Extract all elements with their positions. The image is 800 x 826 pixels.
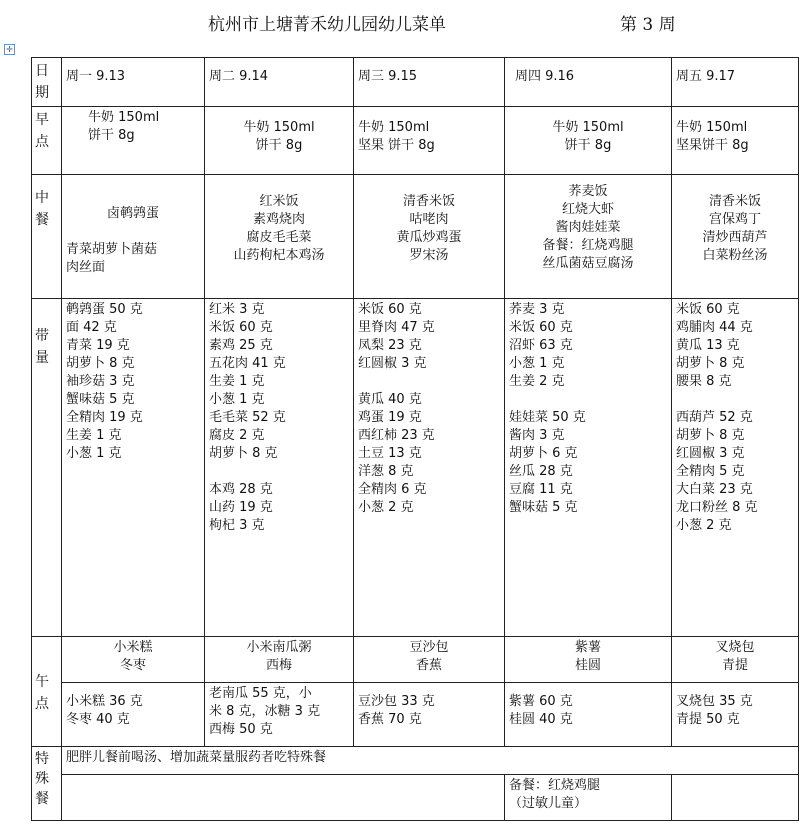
quantity-item: 米 8 克，冰糖 3 克 <box>209 704 321 719</box>
quantity-item: 五花肉 41 克 <box>209 356 286 371</box>
quantity-item: 黄瓜 40 克 <box>358 392 422 407</box>
snack-qty-mon <box>62 683 205 747</box>
lunch-wed <box>354 175 505 299</box>
breakfast-mon <box>62 107 205 175</box>
quantity-item: 紫薯 60 克 <box>509 694 573 709</box>
special-note <box>62 747 799 775</box>
special-backup <box>505 775 672 821</box>
quantity-item: 生姜 2 克 <box>509 374 565 389</box>
dish: 清香米饭 <box>708 194 761 209</box>
quantity-item: 黄瓜 13 克 <box>676 338 740 353</box>
snack-qty-wed <box>354 683 505 747</box>
snack-tue <box>205 637 354 683</box>
breakfast-item: 牛奶 150ml <box>88 110 160 125</box>
quantity-item: 洋葱 8 克 <box>358 464 414 479</box>
quantity-item: 枸杞 3 克 <box>209 518 265 533</box>
quantity-item: 豆沙包 33 克 <box>358 694 435 709</box>
snack-qty-tue <box>205 683 354 747</box>
quantity-item: 毛毛菜 52 克 <box>209 410 286 425</box>
quantity-item: 胡萝卜 6 克 <box>509 446 578 461</box>
breakfast-tue <box>205 107 354 175</box>
special-row <box>32 747 799 775</box>
quantity-item: 里脊肉 47 克 <box>358 320 435 335</box>
quantity-item: 素鸡 25 克 <box>209 338 273 353</box>
quantity-item: 米饭 60 克 <box>209 320 273 335</box>
quantity-item: 袖珍菇 3 克 <box>66 374 135 389</box>
quantity-item: 西葫芦 52 克 <box>676 410 753 425</box>
quantity-item: 小米糕 36 克 <box>66 694 143 709</box>
quantity-item: 桂圆 40 克 <box>509 712 573 727</box>
quantity-item: 小葱 2 克 <box>358 500 414 515</box>
quantity-item: 小葱 1 克 <box>509 356 565 371</box>
snack-item: 冬枣 <box>119 658 146 673</box>
snack-item: 紫薯 <box>574 640 601 655</box>
breakfast-item: 饼干 8g <box>255 138 303 153</box>
snack-item: 青提 <box>721 658 748 673</box>
snack-fri <box>672 637 799 683</box>
breakfast-item: 坚果饼干 8g <box>676 138 749 153</box>
dish: 卤鹌鹑蛋 <box>106 206 159 221</box>
quantity-item: 叉烧包 35 克 <box>676 694 753 709</box>
dish: 素鸡烧肉 <box>252 212 305 227</box>
quantity-item: 沼虾 63 克 <box>509 338 573 353</box>
special-label: 特殊餐 <box>32 747 62 821</box>
quantity-item: 土豆 13 克 <box>358 446 422 461</box>
snack-item: 香蕉 <box>415 658 442 673</box>
special-empty-cell <box>62 775 505 821</box>
quantity-item: 酱肉 3 克 <box>509 428 565 443</box>
quantity-item: 红米 3 克 <box>209 302 265 317</box>
breakfast-wed <box>354 107 505 175</box>
breakfast-fri <box>672 107 799 175</box>
quantity-label: 带量 <box>32 299 62 637</box>
lunch-mon <box>62 175 205 299</box>
date-cell-tue: 周二 9.14 <box>205 58 354 107</box>
dish: 丝瓜菌菇豆腐汤 <box>542 256 634 271</box>
backup-sub: （过敏儿童） <box>509 796 588 811</box>
quantity-item: 鹌鹑蛋 50 克 <box>66 302 143 317</box>
date-cell-thu: 周四 9.16 <box>505 58 672 107</box>
quantity-item: 鸡蛋 19 克 <box>358 410 422 425</box>
quantity-item <box>358 373 500 391</box>
breakfast-item: 饼干 8g <box>564 138 612 153</box>
quantity-thu <box>505 299 672 637</box>
date-label <box>32 58 62 107</box>
quantity-item: 小葱 1 克 <box>66 446 122 461</box>
quantity-item: 胡萝卜 8 克 <box>676 356 745 371</box>
quantity-item: 米饭 60 克 <box>358 302 422 317</box>
table-move-handle-icon[interactable]: ✛ <box>4 44 15 55</box>
quantity-item: 腰果 8 克 <box>676 374 732 389</box>
date-row <box>32 58 799 107</box>
quantity-item: 红圆椒 3 克 <box>358 356 427 371</box>
snack-thu <box>505 637 672 683</box>
special-backup-row <box>32 775 799 821</box>
dish: 清炒西葫芦 <box>702 230 768 245</box>
quantity-item: 胡萝卜 8 克 <box>209 446 278 461</box>
dish: 红烧大虾 <box>561 202 614 217</box>
quantity-item: 全精肉 6 克 <box>358 482 427 497</box>
snack-item: 小米糕 <box>113 640 153 655</box>
quantity-item: 米饭 60 克 <box>676 302 740 317</box>
week-label: 第 3 周 <box>620 15 676 35</box>
dish: 红米饭 <box>259 194 299 209</box>
quantity-item: 胡萝卜 8 克 <box>676 428 745 443</box>
snack-item: 小米南瓜粥 <box>246 640 312 655</box>
date-cell-wed: 周三 9.15 <box>354 58 505 107</box>
breakfast-item: 牛奶 150ml <box>676 120 748 135</box>
lunch-tue <box>205 175 354 299</box>
date-cell-fri: 周五 9.17 <box>672 58 799 107</box>
quantity-item: 胡萝卜 8 克 <box>66 356 135 371</box>
quantity-item: 西红柿 23 克 <box>358 428 435 443</box>
quantity-item: 娃娃菜 50 克 <box>509 410 586 425</box>
quantity-item: 青菜 19 克 <box>66 338 130 353</box>
special-empty-fri <box>672 775 799 821</box>
snack-item: 叉烧包 <box>715 640 755 655</box>
quantity-row <box>32 299 799 637</box>
dish: 黄瓜炒鸡蛋 <box>396 230 462 245</box>
snack-row <box>32 637 799 683</box>
date-label-text: 日期 <box>35 63 49 101</box>
quantity-item: 山药 19 克 <box>209 500 273 515</box>
quantity-item: 龙口粉丝 8 克 <box>676 500 758 515</box>
snack-mon <box>62 637 205 683</box>
quantity-item: 丝瓜 28 克 <box>509 464 573 479</box>
dish: 备餐：红烧鸡腿 <box>542 238 634 253</box>
dish: 荞麦饭 <box>568 184 608 199</box>
quantity-item: 蟹味菇 5 克 <box>509 500 578 515</box>
quantity-item <box>209 463 349 481</box>
quantity-item: 米饭 60 克 <box>509 320 573 335</box>
breakfast-item: 牛奶 150ml <box>552 120 624 135</box>
date-cell-mon: 周一 9.13 <box>62 58 205 107</box>
breakfast-label: 早点 <box>32 107 62 175</box>
lunch-label: 中餐 <box>32 175 62 299</box>
dish: 山药枸杞本鸡汤 <box>233 248 325 263</box>
quantity-item: 全精肉 19 克 <box>66 410 143 425</box>
menu-header <box>0 6 800 36</box>
lunch-row <box>32 175 799 299</box>
quantity-item: 蟹味菇 5 克 <box>66 392 135 407</box>
dish: 清香米饭 <box>402 194 455 209</box>
breakfast-item: 牛奶 150ml <box>243 120 315 135</box>
quantity-tue <box>205 299 354 637</box>
quantity-item: 凤梨 23 克 <box>358 338 422 353</box>
quantity-item: 豆腐 11 克 <box>509 482 573 497</box>
quantity-item: 香蕉 70 克 <box>358 712 422 727</box>
quantity-item: 老南瓜 55 克，小 <box>209 686 312 701</box>
breakfast-thu <box>505 107 672 175</box>
quantity-item: 小葱 1 克 <box>209 392 265 407</box>
breakfast-item: 牛奶 150ml <box>358 120 430 135</box>
snack-item: 西梅 <box>265 658 292 673</box>
quantity-item: 荞麦 3 克 <box>509 302 565 317</box>
dish: 宫保鸡丁 <box>708 212 761 227</box>
quantity-item: 青提 50 克 <box>676 712 740 727</box>
lunch-thu <box>505 175 672 299</box>
breakfast-item: 坚果 饼干 8g <box>358 138 435 153</box>
quantity-fri <box>672 299 799 637</box>
quantity-item: 生姜 1 克 <box>209 374 265 389</box>
snack-wed <box>354 637 505 683</box>
quantity-item: 生姜 1 克 <box>66 428 122 443</box>
quantity-item: 小葱 2 克 <box>676 518 732 533</box>
quantity-item: 红圆椒 3 克 <box>676 446 745 461</box>
backup-label: 备餐：红烧鸡腿 <box>509 778 601 793</box>
special-note-text: 肥胖儿餐前喝汤、增加蔬菜量服药者吃特殊餐 <box>66 750 327 765</box>
dish: 酱肉娃娃菜 <box>555 220 621 235</box>
quantity-item: 本鸡 28 克 <box>209 482 273 497</box>
menu-table <box>31 57 799 821</box>
quantity-item: 西梅 50 克 <box>209 722 273 737</box>
quantity-wed <box>354 299 505 637</box>
dish: 白菜粉丝汤 <box>702 248 768 263</box>
breakfast-item: 饼干 8g <box>88 128 135 143</box>
quantity-item <box>509 391 667 409</box>
dish: 肉丝面 <box>66 260 106 275</box>
snack-label: 午点 <box>32 637 62 747</box>
snack-quantity-row <box>32 683 799 747</box>
lunch-fri <box>672 175 799 299</box>
dish: 腐皮毛毛菜 <box>246 230 312 245</box>
dish: 青菜胡萝卜菌菇 <box>66 242 158 257</box>
quantity-mon <box>62 299 205 637</box>
quantity-item: 腐皮 2 克 <box>209 428 265 443</box>
quantity-item <box>676 391 794 409</box>
snack-item: 豆沙包 <box>409 640 449 655</box>
snack-item: 桂圆 <box>574 658 601 673</box>
quantity-item: 冬枣 40 克 <box>66 712 130 727</box>
page-title: 杭州市上塘菁禾幼儿园幼儿菜单 <box>208 15 446 35</box>
quantity-item: 鸡脯肉 44 克 <box>676 320 753 335</box>
quantity-item: 面 42 克 <box>66 320 117 335</box>
quantity-item: 全精肉 5 克 <box>676 464 745 479</box>
dish: 咕咾肉 <box>409 212 449 227</box>
snack-qty-thu <box>505 683 672 747</box>
quantity-item: 大白菜 23 克 <box>676 482 753 497</box>
breakfast-row <box>32 107 799 175</box>
snack-qty-fri <box>672 683 799 747</box>
dish: 罗宋汤 <box>409 248 449 263</box>
